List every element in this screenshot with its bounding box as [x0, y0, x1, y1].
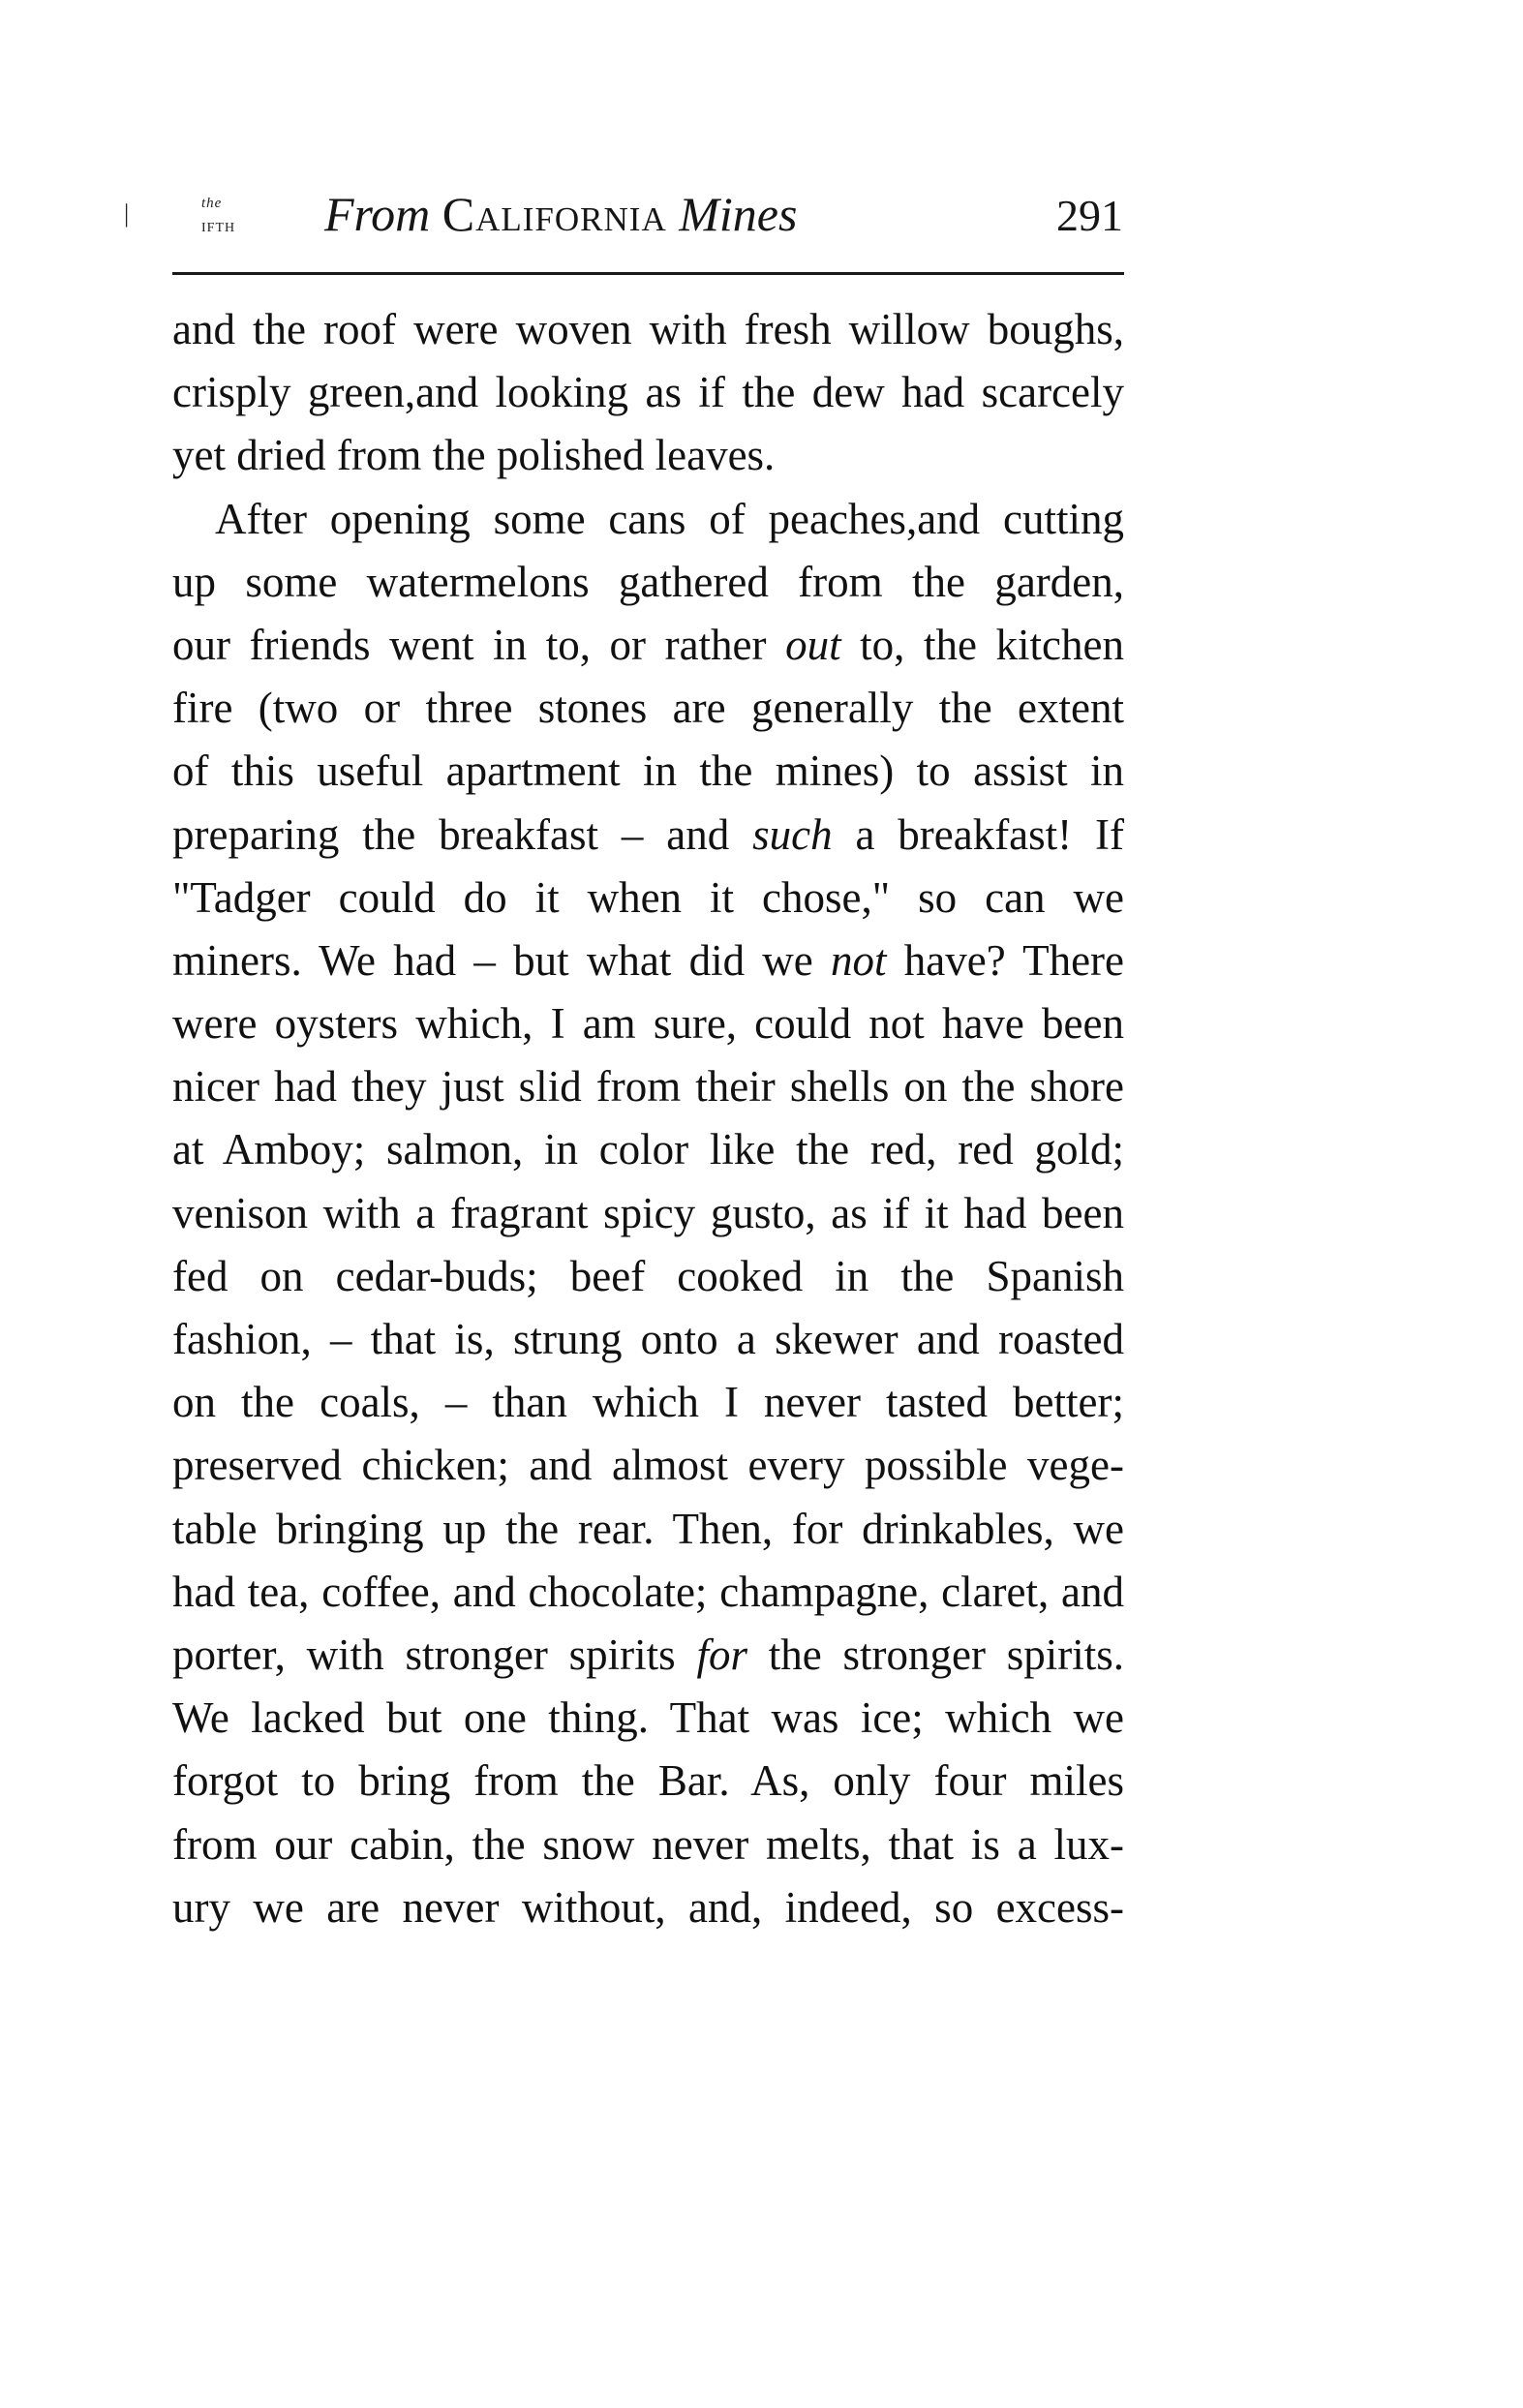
text-line: nicer had they just slid from their shells on the shore [172, 1062, 1124, 1112]
text-line: were oysters which, I am sure, could not have been [172, 999, 1124, 1049]
page-number: 291 [1056, 191, 1123, 240]
margin-mark-2: the [201, 196, 223, 211]
running-head-from: From [324, 187, 431, 241]
text-line: crisply green,and looking as if the dew had scarcely [172, 368, 1124, 417]
text-line: on the coals, – than which I never tasted better; [172, 1378, 1124, 1427]
text-line: at Amboy; salmon, in color like the red, red gold; [172, 1125, 1124, 1174]
text-line: fed on cedar-buds; beef cooked in the Spanish [172, 1251, 1124, 1300]
body-text [172, 298, 1124, 1939]
header-rule [172, 272, 1124, 275]
text-run: our friends went in to, or rather [172, 620, 786, 669]
text-line: preserved chicken; and almost every possible vege- [172, 1441, 1124, 1490]
running-head-california: California [442, 187, 667, 241]
text-run: have? There [886, 935, 1124, 985]
text-run: miners. We had – but what did we [172, 935, 831, 985]
margin-mark-1: | [124, 199, 130, 228]
text-line: table bringing up the rear. Then, for drinkables, we [172, 1504, 1124, 1553]
text-line: yet dried from the polished leaves. [172, 431, 776, 480]
text-line [172, 1624, 1124, 1687]
margin-marks [124, 194, 269, 281]
text-line: After opening some cans of peaches,and cutting [215, 494, 1124, 543]
text-line: and the roof were woven with fresh willow boughs, [172, 305, 1124, 353]
text-line: had tea, coffee, and chocolate; champagne, claret, and [172, 1567, 1124, 1616]
text-run: porter, with stronger spirits [172, 1630, 697, 1679]
text-line: from our cabin, the snow never melts, that is a lux- [172, 1819, 1124, 1869]
text-line: ury we are never without, and, indeed, so excess- [172, 1882, 1124, 1932]
text-run: a breakfast! If [832, 809, 1124, 859]
emphasis: not [831, 935, 887, 985]
text-line: "Tadger could do it when it chose," so can we [172, 872, 1124, 922]
text-line: fashion, – that is, strung onto a skewer and roasted [172, 1315, 1124, 1363]
running-head-mines: Mines [679, 187, 798, 241]
text-run: preparing the breakfast – and [172, 809, 753, 859]
text-line [172, 804, 1124, 867]
text-line: fire (two or three stones are generally the extent [172, 684, 1124, 733]
emphasis: such [752, 809, 833, 859]
text-run: to, the kitchen [840, 620, 1125, 669]
text-line: up some watermelons gathered from the garden, [172, 557, 1124, 606]
text-line [172, 614, 1124, 677]
text-run: the stronger spirits. [746, 1630, 1125, 1679]
text-line: venison with a fragrant spicy gusto, as if it had been [172, 1188, 1124, 1237]
text-line: of this useful apartment in the mines) to assist in [172, 747, 1124, 796]
text-line: We lacked but one thing. That was ice; which we [172, 1693, 1124, 1743]
text-line [172, 930, 1124, 992]
emphasis: for [696, 1630, 747, 1679]
margin-mark-3: IFTH [201, 221, 236, 235]
emphasis: out [785, 620, 841, 669]
text-line: forgot to bring from the Bar. As, only four miles [172, 1756, 1124, 1806]
running-head [324, 186, 797, 242]
